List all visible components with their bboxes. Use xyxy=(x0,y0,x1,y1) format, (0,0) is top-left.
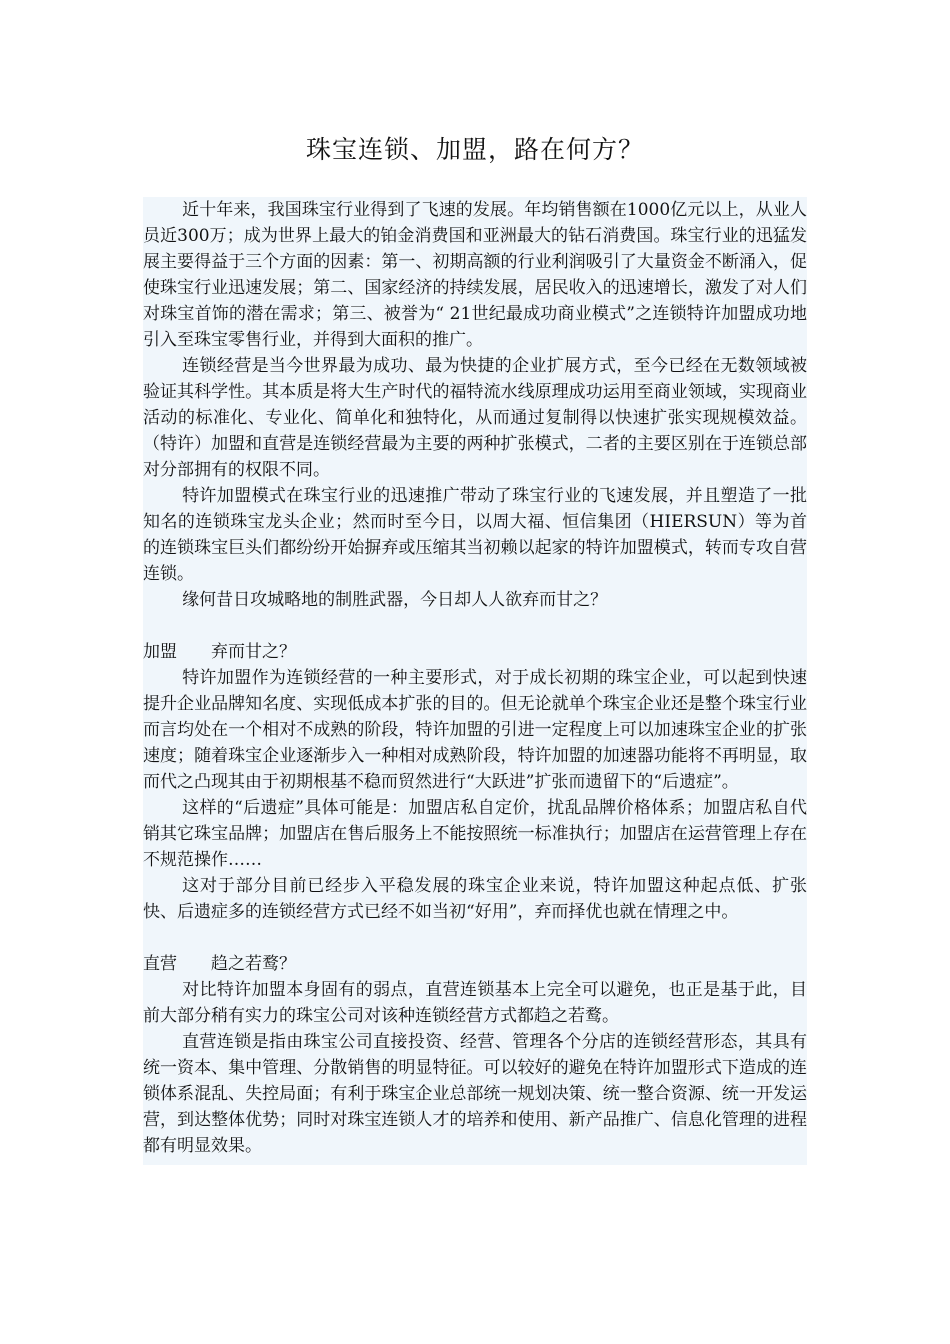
intro-paragraph-3: 特许加盟模式在珠宝行业的迅速推广带动了珠宝行业的飞速发展，并且塑造了一批知名的连锁珠宝龙头企业；然而时至今日，以周大福、恒信集团（HIERSUN）等为首的连锁珠宝巨头们都纷纷开始摒弃或压缩其当初赖以起家的特许加盟模式，转而专攻自营连锁。 xyxy=(143,486,807,584)
page-title: 珠宝连锁、加盟，路在何方？ xyxy=(305,135,644,164)
section-spacer xyxy=(143,925,807,951)
section-heading-franchise: 加盟 弃而甘之？ xyxy=(143,642,296,662)
franchise-paragraph-2: 这样的“后遗症”具体可能是：加盟店私自定价，扰乱品牌价格体系；加盟店私自代销其它珠宝品牌；加盟店在售后服务上不能按照统一标准执行；加盟店在运营管理上存在不规范操作…… xyxy=(143,798,807,870)
franchise-paragraph-1: 特许加盟作为连锁经营的一种主要形式，对于成长初期的珠宝企业，可以起到快速提升企业品牌知名度、实现低成本扩张的目的。但无论就单个珠宝企业还是整个珠宝行业而言均处在一个相对不成熟的阶段，特许加盟的引进一定程度上可以加速珠宝企业的扩张速度；随着珠宝企业逐渐步入一种相对成熟阶段，特许加盟的加速器功能将不再明显，取而代之凸现其由于初期根基不稳而贸然进行“大跃进”扩张而遗留下的“后遗症”。 xyxy=(143,668,807,792)
franchise-paragraph-3: 这对于部分目前已经步入平稳发展的珠宝企业来说，特许加盟这种起点低、扩张快、后遗症多的连锁经营方式已经不如当初“好用”，弃而择优也就在情理之中。 xyxy=(143,876,807,922)
section-spacer xyxy=(143,613,807,639)
intro-paragraph-1: 近十年来，我国珠宝行业得到了飞速的发展。年均销售额在1000亿元以上，从业人员近300万；成为世界上最大的铂金消费国和亚洲最大的钻石消费国。珠宝行业的迅猛发展主要得益于三个方面的因素：第一、初期高额的行业利润吸引了大量资金不断涌入，促使珠宝行业迅速发展；第二、国家经济的持续发展，居民收入的迅速增长，激发了对人们对珠宝首饰的潜在需求；第三、被誉为“ 21世纪最成功商业模式”之连锁特许加盟成功地引入至珠宝零售行业，并得到大面积的推广。 xyxy=(143,200,807,350)
section-heading-direct: 直营 趋之若鹜？ xyxy=(143,954,296,974)
article-body xyxy=(143,197,807,1165)
intro-paragraph-2: 连锁经营是当今世界最为成功、最为快捷的企业扩展方式，至今已经在无数领域被验证其科学性。其本质是将大生产时代的福特流水线原理成功运用至商业领域，实现商业活动的标准化、专业化、简单化和独特化，从而通过复制得以快速扩张实现规模效益。（特许）加盟和直营是连锁经营最为主要的两种扩张模式，二者的主要区别在于连锁总部对分部拥有的权限不同。 xyxy=(143,356,807,480)
direct-paragraph-2: 直营连锁是指由珠宝公司直接投资、经营、管理各个分店的连锁经营形态，其具有统一资本、集中管理、分散销售的明显特征。可以较好的避免在特许加盟形式下造成的连锁体系混乱、失控局面；有利于珠宝企业总部统一规划决策、统一整合资源、统一开发运营，到达整体优势；同时对珠宝连锁人才的培养和使用、新产品推广、信息化管理的进程都有明显效果。 xyxy=(143,1032,807,1156)
intro-paragraph-4: 缘何昔日攻城略地的制胜武器，今日却人人欲弃而甘之？ xyxy=(182,590,608,610)
direct-paragraph-1: 对比特许加盟本身固有的弱点，直营连锁基本上完全可以避免，也正是基于此，目前大部分稍有实力的珠宝公司对该种连锁经营方式都趋之若鹜。 xyxy=(143,980,807,1026)
